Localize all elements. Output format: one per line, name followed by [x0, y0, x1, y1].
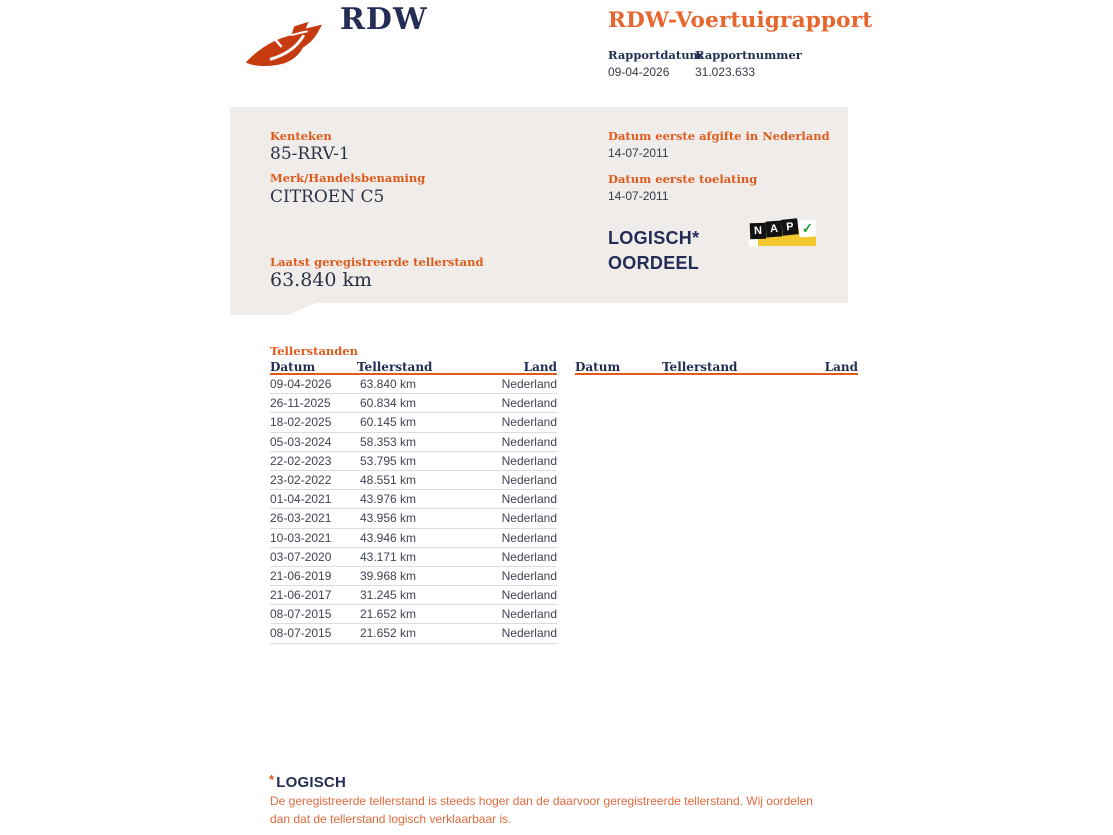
cell-land: Nederland — [501, 492, 557, 507]
table-row — [270, 375, 557, 394]
cell-tellerstand: 21.652 km — [360, 607, 417, 622]
table-row — [270, 452, 557, 471]
nap-logo-icon — [748, 217, 822, 253]
oordeel-line2: OORDEEL — [608, 253, 700, 273]
cell-land: Nederland — [501, 607, 557, 622]
tellerstanden-table-left — [270, 360, 557, 644]
table-row — [270, 529, 557, 548]
merk-value: CITROEN C5 — [270, 187, 385, 207]
cell-land: Nederland — [501, 396, 557, 411]
nap-letter-p: P — [781, 218, 799, 236]
cell-datum: 22-02-2023 — [270, 453, 332, 468]
report-date-label: Rapportdatum — [608, 48, 702, 62]
table-row — [270, 586, 557, 605]
laatste-tellerstand-label: Laatst geregistreerde tellerstand — [270, 255, 484, 269]
cell-tellerstand: 63.840 km — [360, 377, 417, 391]
cell-land: Nederland — [501, 511, 557, 526]
cell-datum: 10-03-2021 — [270, 530, 332, 545]
oordeel-text — [608, 226, 699, 276]
nap-checkmark-icon: ✓ — [799, 220, 817, 238]
cell-tellerstand: 39.968 km — [360, 568, 417, 583]
kenteken-label: Kenteken — [270, 129, 332, 143]
cell-tellerstand: 21.652 km — [360, 626, 417, 641]
cell-datum: 26-11-2025 — [270, 396, 331, 411]
cell-land: Nederland — [501, 568, 557, 583]
merk-label: Merk/Handelsbenaming — [270, 171, 426, 185]
afgifte-label: Datum eerste afgifte in Nederland — [608, 129, 830, 143]
table-row — [270, 548, 557, 567]
table-row — [270, 490, 557, 509]
rdw-logo-wordmark: RDW — [340, 2, 428, 37]
cell-datum: 05-03-2024 — [270, 434, 332, 449]
cell-land: Nederland — [501, 588, 557, 603]
column-header-tellerstand: Tellerstand — [662, 360, 738, 374]
cell-datum: 21-06-2019 — [270, 568, 332, 583]
column-header-land: Land — [824, 360, 858, 374]
report-date — [608, 48, 702, 79]
cell-tellerstand: 60.834 km — [360, 396, 417, 411]
footnote-heading — [269, 772, 346, 791]
cell-land: Nederland — [501, 549, 557, 564]
table-header-left — [270, 360, 557, 375]
page-title: RDW-Voertuigrapport — [608, 8, 873, 33]
cell-datum: 09-04-2026 — [270, 377, 332, 391]
tellerstanden-tables — [270, 360, 858, 644]
cell-datum: 23-02-2022 — [270, 472, 332, 487]
tellerstanden-rows — [270, 375, 557, 644]
vehicle-summary-panel — [230, 107, 848, 303]
footnote-heading-text: LOGISCH — [276, 774, 347, 791]
table-row — [270, 433, 557, 452]
report-number-value: 31.023.633 — [695, 65, 756, 79]
cell-tellerstand: 43.171 km — [360, 549, 417, 564]
cell-tellerstand: 43.956 km — [360, 511, 417, 526]
toelating-label: Datum eerste toelating — [608, 172, 758, 186]
cell-land: Nederland — [501, 530, 557, 545]
nap-white-square — [749, 238, 758, 247]
table-row — [270, 413, 557, 432]
report-meta — [608, 48, 928, 79]
column-header-datum: Datum — [270, 360, 316, 374]
cell-tellerstand: 48.551 km — [360, 472, 417, 487]
cell-land: Nederland — [501, 434, 557, 449]
report-number — [695, 48, 802, 79]
cell-tellerstand: 53.795 km — [360, 453, 417, 468]
table-row — [270, 624, 557, 643]
tellerstanden-table-right — [575, 360, 858, 644]
cell-tellerstand: 31.245 km — [360, 588, 417, 603]
cell-land: Nederland — [501, 472, 557, 487]
cell-land: Nederland — [501, 377, 557, 391]
cell-datum: 08-07-2015 — [270, 626, 332, 641]
footnote-text: De geregistreerde tellerstand is steeds hoger dan de daarvoor geregistreerde tellerstand. Wij oordelen dan dat de tellerstand logisch verklaarbaar is. — [270, 794, 813, 826]
table-row — [270, 567, 557, 586]
cell-datum: 01-04-2021 — [270, 492, 332, 507]
report-number-label: Rapportnummer — [695, 48, 802, 62]
kenteken-value: 85-RRV-1 — [270, 144, 350, 164]
nap-letter-n: N — [750, 223, 767, 240]
table-row — [270, 394, 557, 413]
cell-land: Nederland — [501, 626, 557, 641]
toelating-value: 14-07-2011 — [608, 189, 669, 203]
cell-tellerstand: 58.353 km — [360, 434, 417, 449]
table-row — [270, 509, 557, 528]
cell-datum: 08-07-2015 — [270, 607, 332, 622]
table-row — [270, 471, 557, 490]
cell-land: Nederland — [501, 453, 557, 468]
footnote-asterisk: * — [269, 772, 275, 787]
rdw-logo-swoosh-icon — [243, 13, 325, 69]
cell-datum: 18-02-2025 — [270, 415, 332, 430]
cell-datum: 21-06-2017 — [270, 588, 332, 603]
cell-tellerstand: 43.976 km — [360, 492, 417, 507]
cell-tellerstand: 43.946 km — [360, 530, 417, 545]
cell-land: Nederland — [501, 415, 557, 430]
table-header-right — [575, 360, 858, 375]
afgifte-value: 14-07-2011 — [608, 146, 669, 160]
column-header-datum: Datum — [575, 360, 621, 374]
tellerstanden-section-label: Tellerstanden — [270, 344, 358, 358]
oordeel-line1: LOGISCH* — [608, 228, 700, 248]
column-header-land: Land — [523, 360, 557, 374]
report-header — [608, 8, 928, 79]
laatste-tellerstand-value: 63.840 km — [270, 269, 373, 291]
column-header-tellerstand: Tellerstand — [357, 360, 433, 374]
cell-tellerstand: 60.145 km — [360, 415, 417, 430]
report-date-value: 09-04-2026 — [608, 65, 670, 79]
cell-datum: 26-03-2021 — [270, 511, 332, 526]
table-row — [270, 605, 557, 624]
nap-letter-a: A — [765, 220, 782, 237]
cell-datum: 03-07-2020 — [270, 549, 332, 564]
